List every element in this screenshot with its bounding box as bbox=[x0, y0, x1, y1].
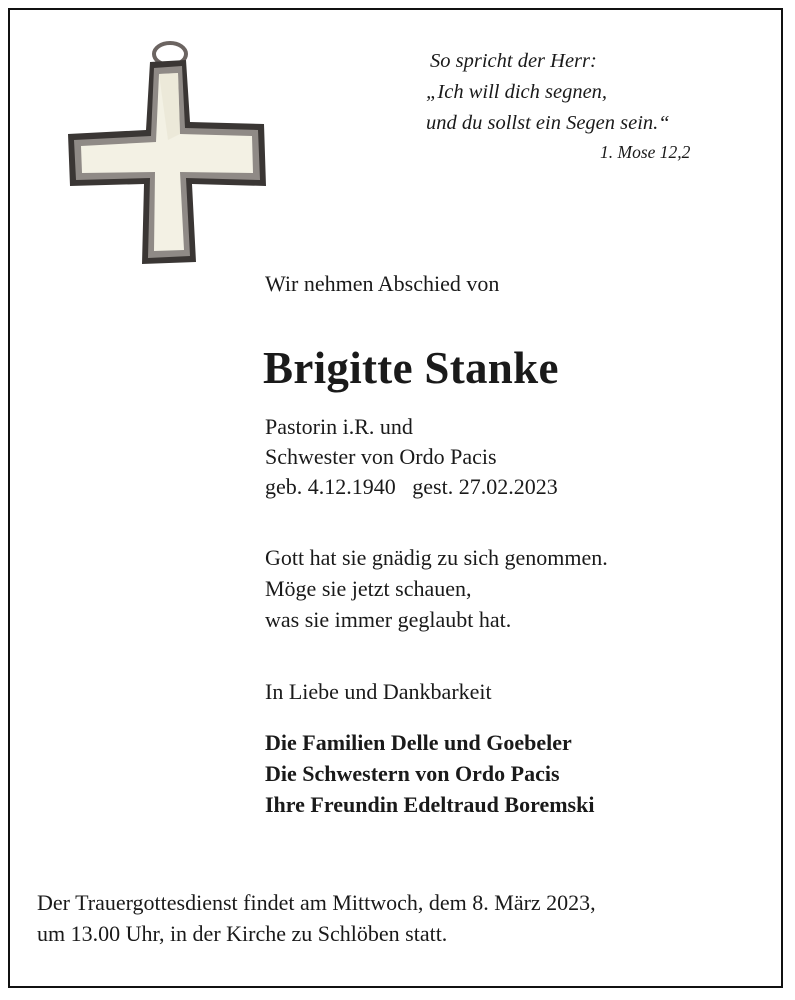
role-line-2: Schwester von Ordo Pacis bbox=[265, 444, 497, 469]
farewell-intro: Wir nehmen Abschied von bbox=[265, 271, 500, 296]
memorial-verse bbox=[265, 542, 608, 635]
quote-line-3: und du sollst ein Segen sein.“ bbox=[426, 112, 670, 134]
quote-reference: 1. Mose 12,2 bbox=[600, 142, 691, 162]
funeral-service-info bbox=[37, 887, 777, 949]
service-line-2: um 13.00 Uhr, in der Kirche zu Schlöben statt. bbox=[37, 921, 448, 946]
life-dates: geb. 4.12.1940 gest. 27.02.2023 bbox=[265, 474, 558, 499]
verse-line-2: Möge sie jetzt schauen, bbox=[265, 576, 472, 601]
verse-line-1: Gott hat sie gnädig zu sich genommen. bbox=[265, 545, 608, 570]
mourner-item: Ihre Freundin Edeltraud Boremski bbox=[265, 792, 595, 817]
bible-quote bbox=[420, 46, 760, 165]
pendant-cross-icon bbox=[58, 40, 278, 272]
deceased-name: Brigitte Stanke bbox=[263, 343, 559, 393]
deceased-details bbox=[265, 412, 558, 502]
love-and-gratitude: In Liebe und Dankbarkeit bbox=[265, 679, 492, 704]
quote-line-2: „Ich will dich segnen, bbox=[426, 81, 608, 103]
role-line-1: Pastorin i.R. und bbox=[265, 414, 413, 439]
mourner-item: Die Schwestern von Ordo Pacis bbox=[265, 761, 560, 786]
verse-line-3: was sie immer geglaubt hat. bbox=[265, 607, 512, 632]
mourners-list bbox=[265, 727, 594, 820]
service-line-1: Der Trauergottesdienst findet am Mittwoch, dem 8. März 2023, bbox=[37, 890, 596, 915]
mourner-item: Die Familien Delle und Goebeler bbox=[265, 730, 572, 755]
quote-line-1: So spricht der Herr: bbox=[430, 50, 597, 72]
